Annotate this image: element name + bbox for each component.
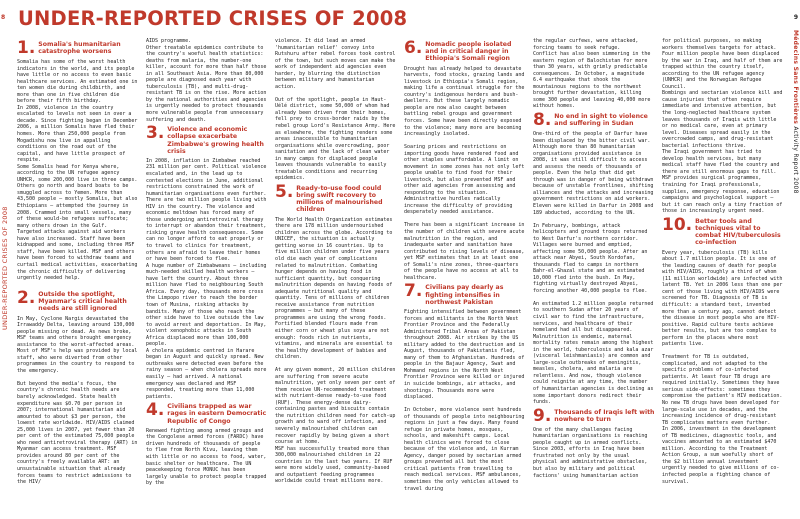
body-paragraph: But beyond the media's focus, the country's chronic health needs are barely acknowledged. State health expenditure was $0.70 per person in 2007; international humanitarian aid amounted to about $3 per person, the lowest rate worldwide. HIV/AIDS claimed 25,000 lives in 2007, yet fewer than 20 per cent of the estimated 75,000 people who need antiretroviral therapy (ART) in Myanmar can access treatment. MSF provides around 80 per cent of the country's freely available ART: an unsustainable situation that already forces teams to restrict admissions to the HIV/ [17,380,138,486]
text-column-6 [662,38,784,516]
body-paragraph: An estimated 1.2 million people returned to southern Sudan after 20 years of civil war to find the infrastructure, services, and healthcare of their homeland had all but disappeared. Malnutrition is endemic, maternal mortality rates remain among the highest in the world, tuberculosis and kala azar (visceral leishmaniasis) are common and large-scale outbreaks of meningitis, measles, cholera, and malaria are relentless. And now, though violence could reignite at any time, the number of humanitarian agencies is declining as some important donors redirect their funds. [533,300,654,406]
body-paragraph: MSF has successfully treated more than 300,000 malnourished children in 22 countries in the last two years. If RUF were more widely used, community-based and outpatient feeding programmes worldwide could treat millions more. [275,445,393,485]
paragraph-spacer [17,282,139,288]
body-paragraph: A cholera epidemic centred in Harare began in August and quickly spread. New outbreaks were detected even before the rainy season – when cholera spreads more easily – had arrived. A national emergency was declared and MSF responded, treating more than 11,000 patients. [146,347,267,400]
crisis-heading [275,181,397,214]
right-page-margin [788,0,800,519]
body-paragraph: Bombings and sectarian violence kill and cause injuries that often require immediate and intensive attention, but the long-neglected healthcare system leaves thousands of Iraqis with little or no medical care, even at primary level. Diseases spread easily in the overcrowded camps, and drug-resistant bacterial infections thrive. [662,90,783,149]
crisis-title: Ready-to-use food could bring swift recovery to millions of malnourished children [296,184,383,214]
crisis-heading [662,214,784,247]
right-running-header-sub: Activity Report 2008 [792,126,799,194]
crisis-title: Nomadic people isolated and in critical danger in Ethiopia's Somali region [425,41,512,63]
left-page-margin [0,0,13,519]
body-paragraph: Fighting intensified between government forces and militants in the North West Frontier Province and the Federally Administered Tribal Areas of Pakistan throughout 2008. Air strikes by the US military added to the destruction and in August, thousands of Pakistanis fled, many of them to Afghanistan. Hundreds of people in the Bajaur Agency, Swat and Mohmand regions in the North West Frontier Province were killed or injured in suicide bombings, air attacks, and shootings. Thousands more were displaced. [404,308,525,401]
body-paragraph: Conflict has also been simmering in the eastern region of Balochistan for more than 30 years, with grimly predictable consequences. In October, a magnitude 6.4 earthquake that shook the mountainous regions to the northwest brought further devastation, killing some 300 people and leaving 40,000 more without homes. [533,51,651,110]
crisis-heading [533,405,655,426]
crisis-number: 10. [662,214,693,235]
body-paragraph: Soaring prices and restrictions on importing goods have rendered food and other staples unaffordable. A limit on movement in some zones has not only left people unable to find food for their livestock, but also prevented MSF and other aid agencies from assessing and responding to the situation. Administrative hurdles radically increase the difficulty of providing desperately needed assistance. [404,144,525,216]
body-paragraph: Other treatable epidemics contribute to the country's woeful health statistics: deaths from malaria, the number-one killer, account for more than half those in all Southeast Asia. More than 80,000 people are diagnosed each year with tuberculosis (TB), and multi-drug-resistant TB is on the rise. More action by the national authorities and agencies is urgently needed to protect thousands more vulnerable people from unnecessary suffering and death. [146,44,267,123]
body-paragraph: One of the many challenges facing humanitarian organisations is reaching people caught up in armed conflicts. Since 2003, efforts in Iraq have been frustrated not only by the usual physical and administrative obstacles, but also by military and political factions' using humanitarian action [533,426,648,479]
body-paragraph: Treatment for TB is outdated, complicated, and not adapted to the specific problems of co-infected patients. At least four TB drugs are required initially. Sometimes they have serious side-effects: sometimes they compromise the patient's HIV medication. No new TB drugs have been developed for large-scale use in decades, and the increasing incidence of drug-resistant TB complicates matters even further. [662,354,783,426]
right-running-header [789,30,799,330]
left-page-number: 8 [1,14,6,21]
body-paragraph: The World Health Organization estimates there are 178 million undernourished children across the globe. According to UNICEF, the situation is actually getting worse in 16 countries. Up to five million children under five years old die each year of complications related to malnutrition. Combating hunger depends on having food in sufficient quantity, but conquering malnutrition depends on having foods of adequate nutritional quality and quantity. Tens of millions of children receive assistance from nutrition programmes – but many of these programmes are using the wrong foods. Fortified blended flours made from either corn or wheat plus soya are not enough: foods rich in nutrients, vitamins, and minerals are essential to the healthy development of babies and children. [275,216,393,361]
text-column-5 [533,38,655,516]
text-column-1 [17,38,139,516]
crisis-heading [17,287,139,313]
crisis-number: 6. [404,38,423,58]
body-paragraph: In May, Cyclone Nargis devastated the Irrawaddy Delta, leaving around 130,000 people missing or dead. As news broke, MSF teams and others brought emergency assistance to the worst-affected areas. Most of MSF's help was provided by local staff, who were diverted from other programmes in the country to respond to the emergency. [17,315,138,374]
right-running-header-org: Médecins Sans Frontières [792,30,799,125]
page-title: UNDER-REPORTED CRISES OF 2008 [18,7,408,30]
body-paragraph: Out of the spotlight, people in Haut-Uélé district, some 50,000 of whom had already been driven from their homes, fell prey to cross-border raids by the rebel group Lord's Resistance Army. Here as elsewhere, the fighting renders some areas inaccessible to humanitarian organisations while overcrowding, poor sanitation and the lack of clean water in many camps for displaced people leaves thousands vulnerable to easily treatable conditions and recurring epidemics. [275,96,396,182]
crisis-number: 9. [533,405,552,426]
text-column-3 [275,38,397,516]
crisis-title: Civilians pay dearly as fighting intensifies in northwest Pakistan [425,284,504,306]
crisis-heading [404,40,526,63]
crisis-title: Outside the spotlight, Myanmar's critical health needs are still ignored [38,290,127,313]
body-paragraph: In February, bombings, attack helicopters and ground troops returned to West Darfur's northern corridor. Villages were burned and emptied, affecting some 50,000 people. After an attack near Abyei, South Kordofan, thousands fled to camps in northern Bahr-el-Ghazal state and an estimated 10,000 fled into the bush. In May, fighting virtually destroyed Abyei, forcing another 40,000 people to flee. [533,222,648,294]
text-column-2 [146,38,268,516]
crisis-title: Civilians trapped as war rages in eastern Democratic Republic of Congo [167,403,267,425]
right-page-number: 9 [793,14,798,21]
body-paragraph: At any given moment, 20 million children are suffering from severe acute malnutrition, yet only seven per cent of them receive UN-recommended treatment with nutrient-dense ready-to-use food (RUF). These energy-dense dairy-containing pastes and biscuits contain the nutrition children need for catch-up growth and to ward off infection, and severely malnourished children can recover rapidly by being given a short course at home. [275,367,396,446]
crisis-number: 8. [533,110,552,131]
body-paragraph: The Iraqi government has tried to develop health services, but many medical staff have fled the country and there are still enormous gaps to fill. MSF provides surgical programmes, training for Iraqi professionals, supplies, emergency response, education campaigns and psychological support – but it can reach only a tiny fraction of those in increasingly urgent need. [662,149,783,215]
body-paragraph: Targeted attacks against aid workers have also increased. Staff have been kidnapped and some, including three MSF staff, have been killed. MSF and others have been forced to withdraw teams and curtail medical activities, exacerbating the chronic difficulty of delivering urgently needed help. [17,229,138,282]
crisis-number: 4. [146,400,165,421]
body-paragraph: There has been a significant increase in the number of children with severe acute malnutrition in the region, and inadequate water and sanitation have contributed to rising levels of disease, yet MSF estimates that in at least one of Somali's nine zones, three-quarters of the people have no access at all to healthcare. [404,222,525,281]
body-paragraph: In 2006, investment in the development of TB medicines, diagnostic tools, and vaccines amounted to an estimated $470 million. According to the Treatment Action Group, a sum woefully short of the $2 billion annual investment urgently needed to give millions of co-infected people a fighting chance of survival. [662,426,780,485]
body-paragraph: Drought has already helped to devastate harvests, food stocks, grazing lands and livestock in Ethiopia's Somali region, making life a continual struggle for the country's indigenous herders and bush-dwellers. But these largely nomadic people are now also caught between battling rebel groups and government forces. Some have been directly exposed to the violence; many more are becoming increasingly isolated. [404,65,525,138]
body-paragraph: the regular curfews, were attacked, forcing teams to seek refuge. [533,38,639,51]
body-paragraph: In October, more violence sent hundreds of thousands of people into neighbouring regions in just a few days. Many found refuge in private homes, mosques, schools, and makeshift camps. Local health clinics were forced to close because of the violence and, in Kurram Agency, danger posed by sectarian armed groups prevented all but the most critical patients from travelling to reach medical services. MSF ambulances, sometimes the only vehicles allowed to travel during [404,407,525,492]
body-paragraph: Some Somalis head for Kenya where, according to the UN refugee agency UNHCR, some 200,000 live in three camps. Others go north and board boats to be smuggled across to Yemen. More than 43,500 people – mostly Somalis, but also Ethiopians – attempted the journey in 2008. Crammed into small vessels, many of these would-be refugees suffocate; many others drown in the Gulf. [17,163,138,229]
crisis-number: 2. [17,287,36,308]
crisis-title: Thousands of Iraqis left with nowhere to turn [554,408,655,423]
text-column-4 [404,38,526,516]
body-paragraph: One-third of the people of Darfur have been displaced by the bitter civil war. Although more than 80 humanitarian organisations provided assistance in 2008, it was still difficult to access and assess the needs of thousands of people. Even the help that did get through was in danger of being withdrawn because of unstable frontlines, shifting alliances and the attacks and increasing government restrictions on aid workers. Eleven were killed in Darfur in 2008 and 189 abducted, according to the UN. [533,131,654,216]
crisis-heading [17,40,139,56]
crisis-number: 5. [275,181,294,202]
crisis-heading [146,125,268,155]
crisis-title: No end in sight to violence and suffering in Sudan [554,113,648,128]
body-paragraph: for political purposes, so making workers themselves targets for attack. [662,38,777,51]
body-paragraph: violence. It did lead an armed 'humanitarian relief' convoy into Rutshuru after rebel forces took control of the town, but such moves can make the work of independent aid agencies even harder, by blurring the distinction between military and humanitarian action. [275,38,396,90]
crisis-number: 1. [17,38,36,58]
body-paragraph: Renewed fighting among armed groups and the Congolese armed forces (FARDC) have driven hundreds of thousands of people to flee from North Kivu, leaving them with little or no access to food, water, basic shelter or healthcare. The UN peacekeeping force MONUC has been largely unable to protect people trapped by the [146,427,267,487]
crisis-number: 3. [146,123,165,144]
body-paragraph: In 2008, violence in the country escalated to levels not seen in over a decade. Since fighting began in December 2006, a million Somalis have fled their homes. More than 250,000 people from Mogadishu now live in appalling conditions on the road out of the capital, and have little prospect of respite. [17,104,138,164]
crisis-title: Violence and economic collapse exacerbate Zimbabwe's growing health crisis [167,126,264,155]
crisis-heading [146,402,268,425]
body-paragraph: Four million people have been displaced by the war in Iraq, and half of them are trapped within the country itself, according to the UN refugee agency (UNHCR) and the Norwegian Refugee Council. [662,51,783,90]
body-paragraph: Every year, tuberculosis (TB) kills about 1.7 million people. It is one of the leading causes of death for people with HIV/AIDS, roughly a third of whom (11 million worldwide) are infected with latent TB. Yet in 2006 less than one per cent of those living with HIV/AIDS were screened for TB. Diagnosis of TB is difficult: a standard test, invented more than a century ago, cannot detect the disease in most people who are HIV-positive. Rapid culture tests achieve better results, but are too complex to perform in the places where most patients live. [662,249,783,348]
body-paragraph: AIDS programme. [146,38,192,44]
crisis-title: Better tools and techniques vital to combat HIV/tuberculosis co-infection [695,217,781,247]
body-paragraph: In 2008, inflation in Zimbabwe reached 231 million per cent. Political violence escalated and, in the lead up to contested elections in June, additional restrictions constrained the work of humanitarian organisations even further. There are two million people living with HIV in the country. The violence and economic meltdown has forced many of those undergoing antiretroviral therapy to interrupt or abandon their treatment, risking grave health consequences. Some can no longer afford to eat properly or to travel to clinics for treatment, others are afraid to leave their homes or have been forced to flee. [146,157,267,263]
body-paragraph: Somalia has some of the worst health indicators in the world, and its people have little or no access to even basic healthcare services. An estimated one in ten women die during childbirth, and more than one in five children die before their fifth birthday. [17,59,138,105]
crisis-heading [404,283,526,306]
left-running-header: UNDER-REPORTED CRISES OF 2008 [1,206,9,330]
crisis-number: 7. [404,281,423,302]
crisis-title: Somalia's humanitarian catastrophe worsens [38,41,121,56]
body-paragraph: A huge number of Zimbabweans – including much-needed skilled health workers – have left the country. About three million have fled to neighbouring South Africa. Every day, thousands more cross the Limpopo river to reach the border town of Musina, risking attacks by bandits. Many of those who reach the other side have to live outside the law to avoid arrest and deportation. In May, violent xenophobic attacks in South Africa displaced more than 100,000 people. [146,262,267,348]
crisis-heading [533,110,655,131]
